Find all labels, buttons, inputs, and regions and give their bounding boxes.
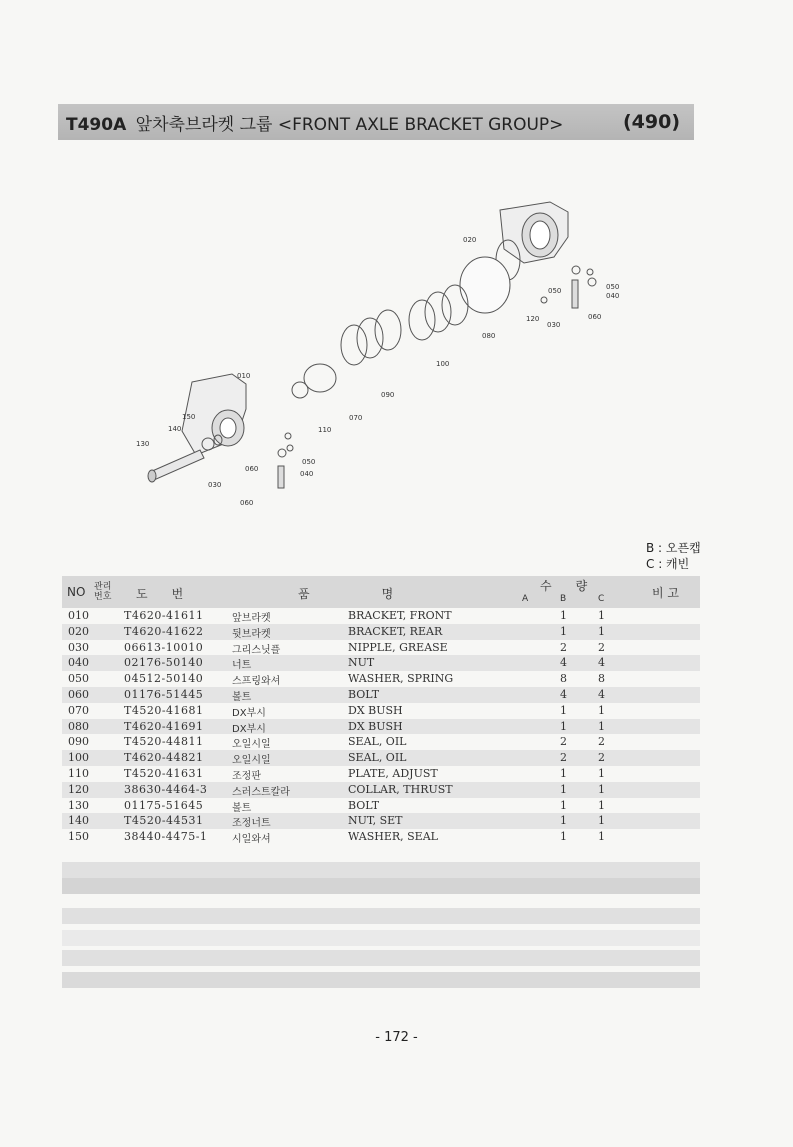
qty-c: 1 xyxy=(598,719,605,733)
part-name-english: PLATE, ADJUST xyxy=(348,766,438,780)
section-header xyxy=(58,104,694,140)
qty-b: 1 xyxy=(560,798,567,812)
part-name-english: WASHER, SEAL xyxy=(348,830,438,844)
callout-040: 040 xyxy=(606,292,620,300)
callout-140: 140 xyxy=(168,425,182,433)
table-row xyxy=(62,671,700,687)
blank-row xyxy=(62,862,700,878)
callout-060: 060 xyxy=(588,313,602,321)
qty-c: 4 xyxy=(598,656,605,670)
qty-b: 1 xyxy=(560,609,567,622)
part-name-korean: 오일시일 xyxy=(232,755,271,767)
part-number: 01176-51445 xyxy=(124,687,204,701)
part-name-korean: 조정너트 xyxy=(232,818,271,830)
part-name-english: BOLT xyxy=(348,687,380,701)
item-no: 130 xyxy=(68,798,89,812)
item-no: 020 xyxy=(68,624,89,638)
item-no: 060 xyxy=(68,687,89,701)
header-name: 품 명 xyxy=(298,587,394,601)
part-name-korean: 너트 xyxy=(232,660,252,672)
qty-b: 1 xyxy=(560,719,567,733)
table-row xyxy=(62,655,700,671)
part-name-korean: 그리스닛플 xyxy=(232,644,281,656)
item-no: 140 xyxy=(68,814,89,828)
callout-030: 030 xyxy=(547,321,561,329)
callout-020: 020 xyxy=(463,236,477,244)
qty-c: 2 xyxy=(598,640,605,654)
qty-b: 1 xyxy=(560,766,567,780)
part-name-english: COLLAR, THRUST xyxy=(348,782,453,796)
part-name-english: SEAL, OIL xyxy=(348,751,407,765)
table-row xyxy=(62,719,700,735)
item-no: 050 xyxy=(68,672,89,686)
callout-130: 130 xyxy=(136,440,150,448)
part-name-english: DX BUSH xyxy=(348,719,403,733)
part-name-korean: DX부시 xyxy=(232,707,266,719)
table-row xyxy=(62,687,700,703)
qty-c: 8 xyxy=(598,672,605,686)
item-no: 110 xyxy=(68,766,89,780)
part-number: T4520-41681 xyxy=(124,703,204,717)
table-row xyxy=(62,782,700,798)
legend-open-cab: B : 오픈캡 xyxy=(646,541,701,555)
section-title xyxy=(66,110,563,135)
item-no: 080 xyxy=(68,719,89,733)
qty-c: 1 xyxy=(598,624,605,638)
qty-c: 1 xyxy=(598,782,605,796)
part-name-korean: 볼트 xyxy=(232,802,252,814)
item-no: 040 xyxy=(68,656,89,670)
legend-cabin: C : 캐빈 xyxy=(646,557,690,571)
part-name-english: BRACKET, FRONT xyxy=(348,609,452,622)
part-number: T4620-41622 xyxy=(124,624,204,638)
header-qty-c: C xyxy=(598,594,605,604)
group-code: (490) xyxy=(622,111,680,133)
part-number: T4620-41611 xyxy=(124,609,204,622)
qty-c: 2 xyxy=(598,735,605,749)
callout-080: 080 xyxy=(482,332,496,340)
callout-040b: 040 xyxy=(300,470,314,478)
table-row xyxy=(62,734,700,750)
part-name-english: NIPPLE, GREASE xyxy=(348,640,448,654)
part-name-english: NUT xyxy=(348,656,375,670)
part-number: 38440-4475-1 xyxy=(124,830,208,844)
qty-b: 1 xyxy=(560,624,567,638)
qty-b: 1 xyxy=(560,703,567,717)
exploded-parts-diagram xyxy=(120,190,640,520)
callout-120: 120 xyxy=(526,315,540,323)
item-no: 120 xyxy=(68,782,89,796)
item-no: 010 xyxy=(68,609,89,622)
parts-table xyxy=(62,608,700,845)
table-row xyxy=(62,813,700,829)
qty-c: 1 xyxy=(598,766,605,780)
part-name-english: NUT, SET xyxy=(348,814,403,828)
table-row xyxy=(62,829,700,845)
qty-c: 4 xyxy=(598,687,605,701)
blank-row xyxy=(62,908,700,924)
header-no: NO xyxy=(67,585,86,599)
qty-b: 4 xyxy=(560,656,567,670)
blank-row xyxy=(62,930,700,946)
callout-050: 050 xyxy=(548,287,562,295)
qty-b: 8 xyxy=(560,672,567,686)
table-row xyxy=(62,624,700,640)
blank-row xyxy=(62,878,700,894)
blank-row xyxy=(62,950,700,966)
item-no: 090 xyxy=(68,735,89,749)
qty-b: 1 xyxy=(560,830,567,844)
header-remark: 비 고 xyxy=(652,586,679,600)
callout-050b: 050 xyxy=(606,283,620,291)
table-row xyxy=(62,798,700,814)
callout-070: 070 xyxy=(349,414,363,422)
qty-c: 1 xyxy=(598,798,605,812)
qty-b: 2 xyxy=(560,735,567,749)
qty-b: 2 xyxy=(560,751,567,765)
part-name-korean: 조정판 xyxy=(232,770,261,782)
page-number: - 172 - xyxy=(375,1030,418,1045)
qty-b: 1 xyxy=(560,782,567,796)
group-title: 앞차축브라켓 그룹 <FRONT AXLE BRACKET GROUP> xyxy=(135,114,564,135)
callout-110: 110 xyxy=(318,426,332,434)
callout-010: 010 xyxy=(237,372,251,380)
part-name-korean: DX부시 xyxy=(232,723,266,735)
item-no: 070 xyxy=(68,703,89,717)
part-number: T4520-41631 xyxy=(124,766,204,780)
table-row xyxy=(62,608,700,624)
table-header xyxy=(62,576,700,608)
callout-060c: 060 xyxy=(240,499,254,507)
qty-c: 1 xyxy=(598,703,605,717)
part-name-english: DX BUSH xyxy=(348,703,403,717)
table-row xyxy=(62,703,700,719)
part-name-korean: 볼트 xyxy=(232,691,252,703)
qty-c: 1 xyxy=(598,830,605,844)
item-no: 150 xyxy=(68,830,89,844)
table-row xyxy=(62,766,700,782)
part-number: 04512-50140 xyxy=(124,672,204,686)
header-part-no: 도 번 xyxy=(136,587,184,601)
part-number: 02176-50140 xyxy=(124,656,204,670)
callout-050c: 050 xyxy=(302,458,316,466)
header-qty-b: B xyxy=(560,594,567,604)
part-name-korean: 뒷브라켓 xyxy=(232,628,271,640)
header-qty: 수 량 xyxy=(540,579,588,593)
table-row xyxy=(62,750,700,766)
item-no: 030 xyxy=(68,640,89,654)
qty-c: 1 xyxy=(598,814,605,828)
part-name-english: SEAL, OIL xyxy=(348,735,407,749)
part-number: 01175-51645 xyxy=(124,798,204,812)
part-number: T4620-44821 xyxy=(124,751,204,765)
callout-030b: 030 xyxy=(208,481,222,489)
part-name-korean: 앞브라켓 xyxy=(232,613,271,624)
part-name-korean: 오일시일 xyxy=(232,739,271,751)
part-name-english: WASHER, SPRING xyxy=(348,672,454,686)
part-number: 38630-4464-3 xyxy=(124,782,208,796)
qty-c: 1 xyxy=(598,609,605,622)
callout-150: 150 xyxy=(182,413,196,421)
part-number: T4620-41691 xyxy=(124,719,204,733)
legend xyxy=(646,540,701,572)
model-code: T490A xyxy=(66,114,127,135)
part-name-english: BOLT xyxy=(348,798,380,812)
item-no: 100 xyxy=(68,751,89,765)
callout-100: 100 xyxy=(436,360,450,368)
part-name-korean: 스프링와셔 xyxy=(232,676,281,688)
part-name-korean: 시일와셔 xyxy=(232,834,271,846)
qty-b: 4 xyxy=(560,687,567,701)
part-number: T4520-44811 xyxy=(124,735,204,749)
callout-060b: 060 xyxy=(245,465,259,473)
qty-b: 1 xyxy=(560,814,567,828)
header-qty-a: A xyxy=(522,594,529,604)
table-row xyxy=(62,640,700,656)
blank-row xyxy=(62,972,700,988)
part-number: 06613-10010 xyxy=(124,640,204,654)
qty-b: 2 xyxy=(560,640,567,654)
part-number: T4520-44531 xyxy=(124,814,204,828)
header-mgmt-no: 관리 번호 xyxy=(94,582,112,602)
qty-c: 2 xyxy=(598,751,605,765)
callout-090: 090 xyxy=(381,391,395,399)
part-name-korean: 스러스트칼라 xyxy=(232,786,290,798)
part-name-english: BRACKET, REAR xyxy=(348,624,443,638)
